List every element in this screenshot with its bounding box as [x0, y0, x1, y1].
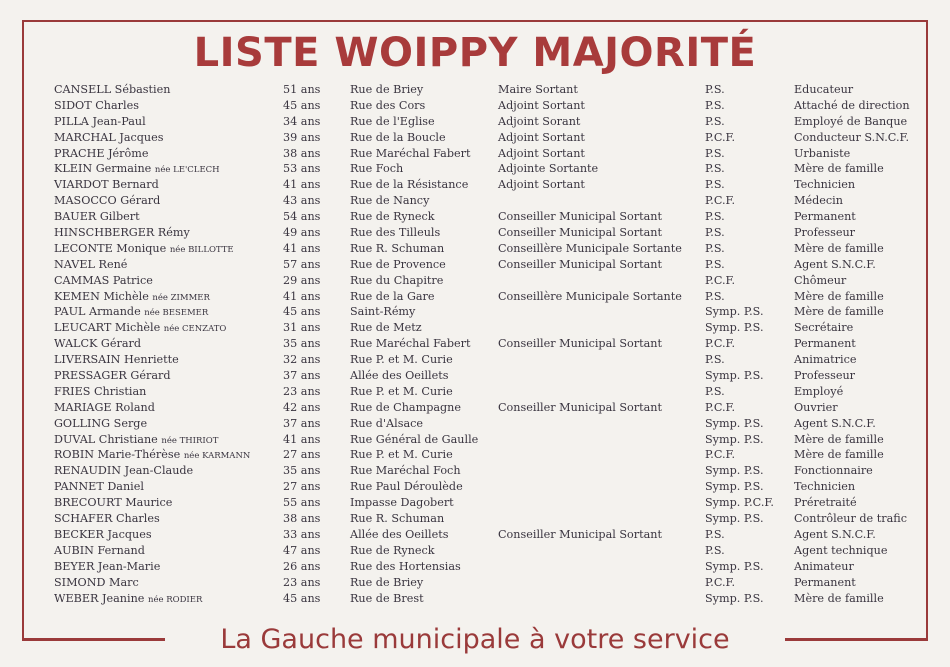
candidate-address: Rue des Tilleuls	[350, 226, 441, 240]
candidate-address: Rue des Cors	[350, 98, 426, 112]
candidate-address: Saint-Rémy	[350, 305, 416, 319]
maiden-name: née RODIER	[147, 594, 203, 605]
candidate-role: Conseiller Municipal Sortant	[498, 226, 662, 240]
candidate-name-text: CANSELL Sébastien	[54, 83, 171, 96]
candidate-name	[54, 146, 149, 162]
list-item	[0, 543, 950, 559]
candidate-party: P.S.	[705, 162, 725, 176]
candidate-age: 55 ans	[283, 496, 321, 510]
candidate-age: 39 ans	[283, 130, 321, 144]
candidate-name	[54, 82, 170, 98]
candidate-party: P.C.F.	[705, 273, 736, 287]
candidate-name	[54, 336, 141, 352]
candidate-party: Symp. P.S.	[705, 512, 764, 526]
candidate-address: Rue de Briey	[350, 575, 424, 589]
candidate-role: Adjoint Sorant	[498, 114, 581, 128]
candidate-age: 45 ans	[283, 305, 321, 319]
candidate-address: Rue de la Résistance	[350, 178, 469, 192]
candidate-job: Préretraité	[794, 496, 857, 510]
list-item	[0, 368, 950, 384]
candidate-name	[54, 352, 179, 368]
candidate-party: P.S.	[705, 527, 725, 541]
list-item	[0, 98, 950, 114]
candidate-party: P.S.	[705, 241, 725, 255]
candidate-party: P.S.	[705, 114, 725, 128]
candidate-name	[54, 98, 139, 114]
candidate-job: Mère de famille	[794, 162, 884, 176]
candidate-age: 47 ans	[283, 543, 321, 557]
candidate-address: Rue P. et M. Curie	[350, 353, 453, 367]
candidate-party: P.C.F.	[705, 194, 736, 208]
candidate-name	[54, 495, 172, 511]
maiden-name: née LE'CLECH	[154, 165, 220, 176]
candidate-name	[54, 463, 193, 479]
candidate-name-text: PILLA Jean-Paul	[54, 114, 146, 128]
candidate-address: Rue de Ryneck	[350, 543, 435, 557]
candidate-party: P.C.F.	[705, 448, 736, 462]
candidate-party: Symp. P.S.	[705, 369, 764, 383]
candidate-name	[54, 400, 155, 416]
candidate-job: Conducteur S.N.C.F.	[794, 130, 910, 144]
candidate-party: P.S.	[705, 98, 725, 112]
candidate-name-text: PRACHE Jérôme	[54, 146, 149, 160]
candidate-job: Employé	[794, 384, 844, 398]
maiden-name: née THIRIOT	[161, 435, 219, 446]
candidate-name-text: RENAUDIN Jean-Claude	[54, 464, 194, 478]
candidate-address: Allée des Oeillets	[350, 369, 449, 383]
candidate-name	[54, 591, 202, 609]
list-item	[0, 130, 950, 146]
candidate-name	[54, 368, 171, 384]
candidate-name	[54, 575, 139, 591]
list-item	[0, 161, 950, 177]
candidate-age: 26 ans	[283, 559, 321, 573]
candidate-name	[54, 384, 146, 400]
candidate-role: Conseiller Municipal Sortant	[498, 527, 662, 541]
candidate-age: 38 ans	[283, 512, 321, 526]
candidate-age: 38 ans	[283, 146, 321, 160]
maiden-name: née BESEMER	[144, 308, 209, 319]
list-item	[0, 447, 950, 463]
candidate-address: Rue Maréchal Foch	[350, 464, 461, 478]
candidate-job: Educateur	[794, 83, 854, 96]
candidate-address: Rue de Metz	[350, 321, 422, 335]
candidate-address: Rue Paul Déroulède	[350, 480, 463, 494]
candidate-address: Rue R. Schuman	[350, 241, 445, 255]
candidate-party: P.S.	[705, 178, 725, 192]
list-item	[0, 495, 950, 511]
candidate-role: Adjoint Sortant	[498, 146, 585, 160]
list-item	[0, 479, 950, 495]
candidate-role: Conseiller Municipal Sortant	[498, 257, 662, 271]
candidate-address: Rue de Ryneck	[350, 210, 435, 224]
candidate-job: Mère de famille	[794, 432, 884, 446]
candidate-party: P.S.	[705, 83, 725, 96]
candidate-name-text: BECKER Jacques	[54, 527, 152, 541]
candidate-age: 33 ans	[283, 527, 321, 541]
candidate-name-text: MARCHAL Jacques	[54, 130, 164, 144]
candidate-party: P.S.	[705, 210, 725, 224]
candidate-address: Rue Général de Gaulle	[350, 432, 479, 446]
list-item	[0, 511, 950, 527]
candidate-address: Rue P. et M. Curie	[350, 384, 453, 398]
candidate-name	[54, 511, 160, 527]
candidate-address: Rue Foch	[350, 162, 404, 176]
candidate-party: P.C.F.	[705, 400, 736, 414]
candidate-job: Permanent	[794, 575, 856, 589]
candidate-name-text: AUBIN Fernand	[54, 543, 145, 557]
candidate-age: 41 ans	[283, 241, 321, 255]
candidate-name-text: LECONTE Monique	[54, 241, 167, 255]
maiden-name: née KARMANN	[183, 451, 251, 462]
candidate-party: Symp. P.S.	[705, 305, 764, 319]
candidate-party: P.S.	[705, 226, 725, 240]
candidate-job: Mère de famille	[794, 448, 884, 462]
maiden-name: née BILLOTTE	[169, 244, 234, 255]
candidate-name-text: MARIAGE Roland	[54, 400, 155, 414]
candidate-age: 27 ans	[283, 480, 321, 494]
candidate-job: Agent S.N.C.F.	[794, 257, 876, 271]
candidate-name	[54, 527, 152, 543]
candidate-name-text: SIDOT Charles	[54, 98, 139, 112]
candidate-role: Conseiller Municipal Sortant	[498, 400, 662, 414]
candidate-name-text: DUVAL Christiane	[54, 432, 158, 446]
candidate-age: 32 ans	[283, 353, 321, 367]
candidate-address: Rue Maréchal Fabert	[350, 146, 471, 160]
candidate-name	[54, 559, 160, 575]
list-item	[0, 432, 950, 448]
candidate-age: 34 ans	[283, 114, 321, 128]
candidate-party: P.S.	[705, 353, 725, 367]
candidate-address: Rue R. Schuman	[350, 512, 445, 526]
candidate-age: 37 ans	[283, 369, 321, 383]
list-item	[0, 193, 950, 209]
candidate-name-text: SIMOND Marc	[54, 575, 139, 589]
list-item	[0, 82, 950, 98]
candidate-age: 41 ans	[283, 178, 321, 192]
candidate-name-text: GOLLING Serge	[54, 416, 148, 430]
candidate-name-text: WALCK Gérard	[54, 337, 142, 351]
candidate-party: Symp. P.C.F.	[705, 496, 774, 510]
candidate-name-text: CAMMAS Patrice	[54, 273, 153, 287]
candidate-job: Permanent	[794, 210, 856, 224]
candidate-job: Ouvrier	[794, 400, 838, 414]
candidate-job: Permanent	[794, 337, 856, 351]
list-item	[0, 304, 950, 320]
candidate-name-text: SCHAFER Charles	[54, 512, 160, 526]
candidate-party: P.S.	[705, 384, 725, 398]
candidate-job: Contrôleur de trafic	[794, 512, 907, 526]
candidate-party: P.C.F.	[705, 130, 736, 144]
candidate-address: Rue de l'Eglise	[350, 114, 435, 128]
list-item	[0, 209, 950, 225]
maiden-name: née ZIMMER	[152, 292, 210, 303]
candidate-job: Mère de famille	[794, 591, 884, 605]
footer	[0, 620, 950, 660]
candidate-party: P.C.F.	[705, 337, 736, 351]
candidate-address: Rue de la Gare	[350, 289, 435, 303]
candidate-address: Rue des Hortensias	[350, 559, 461, 573]
candidate-address: Rue de Champagne	[350, 400, 462, 414]
candidate-age: 49 ans	[283, 226, 321, 240]
list-item	[0, 273, 950, 289]
candidate-age: 23 ans	[283, 384, 321, 398]
candidate-job: Chômeur	[794, 273, 847, 287]
candidate-age: 45 ans	[283, 98, 321, 112]
list-item	[0, 114, 950, 130]
candidate-role: Adjointe Sortante	[498, 162, 599, 176]
candidate-name	[54, 130, 164, 146]
list-item	[0, 575, 950, 591]
candidate-address: Allée des Oeillets	[350, 527, 449, 541]
list-item	[0, 527, 950, 543]
list-item	[0, 591, 950, 607]
candidate-role: Maire Sortant	[498, 83, 578, 96]
candidate-name	[54, 273, 153, 289]
candidate-name-text: BEYER Jean-Marie	[54, 559, 161, 573]
list-item	[0, 289, 950, 305]
candidate-name	[54, 114, 146, 130]
candidate-job: Secrétaire	[794, 321, 854, 335]
candidate-name	[54, 479, 144, 495]
candidate-party: Symp. P.S.	[705, 559, 764, 573]
candidate-address: Impasse Dagobert	[350, 496, 454, 510]
candidate-age: 37 ans	[283, 416, 321, 430]
candidate-age: 41 ans	[283, 289, 321, 303]
candidate-address: Rue de la Boucle	[350, 130, 446, 144]
list-item	[0, 400, 950, 416]
candidate-age: 35 ans	[283, 337, 321, 351]
list-item	[0, 146, 950, 162]
candidate-name-text: LEUCART Michèle	[54, 321, 161, 335]
candidate-address: Rue P. et M. Curie	[350, 448, 453, 462]
candidate-name	[54, 225, 190, 241]
candidate-address: Rue d'Alsace	[350, 416, 423, 430]
candidate-role: Conseiller Municipal Sortant	[498, 210, 662, 224]
list-item	[0, 416, 950, 432]
candidate-role: Conseillère Municipale Sortante	[498, 241, 682, 255]
candidate-name-text: PRESSAGER Gérard	[54, 369, 171, 383]
candidate-age: 57 ans	[283, 257, 321, 271]
candidate-age: 51 ans	[283, 83, 321, 96]
candidate-name-text: KEMEN Michèle	[54, 289, 149, 303]
footer-slogan: La Gauche municipale à votre service	[165, 620, 785, 660]
candidate-age: 31 ans	[283, 321, 321, 335]
candidate-job: Agent S.N.C.F.	[794, 527, 876, 541]
list-item	[0, 257, 950, 273]
candidate-age: 42 ans	[283, 400, 321, 414]
list-item	[0, 177, 950, 193]
candidate-age: 45 ans	[283, 591, 321, 605]
candidate-role: Adjoint Sortant	[498, 178, 585, 192]
candidate-name-text: WEBER Jeanine	[54, 591, 145, 605]
list-item	[0, 225, 950, 241]
candidate-age: 43 ans	[283, 194, 321, 208]
candidate-job: Employé de Banque	[794, 114, 908, 128]
candidate-role: Conseillère Municipale Sortante	[498, 289, 682, 303]
maiden-name: née CENZATO	[163, 324, 227, 335]
candidate-job: Technicien	[794, 178, 856, 192]
candidate-job: Professeur	[794, 369, 856, 383]
list-item	[0, 384, 950, 400]
candidate-age: 23 ans	[283, 575, 321, 589]
page-title: LISTE WOIPPY MAJORITÉ	[193, 30, 757, 76]
candidate-name-text: FRIES Christian	[54, 384, 147, 398]
candidate-party: P.S.	[705, 543, 725, 557]
candidate-name	[54, 416, 147, 432]
candidate-name-text: PAUL Armande	[54, 305, 141, 319]
candidate-party: P.S.	[705, 289, 725, 303]
candidate-address: Rue Maréchal Fabert	[350, 337, 471, 351]
candidate-job: Technicien	[794, 480, 856, 494]
list-item	[0, 463, 950, 479]
candidate-address: Rue de Brest	[350, 591, 424, 605]
candidate-list	[0, 82, 950, 606]
candidate-party: Symp. P.S.	[705, 432, 764, 446]
candidate-name	[54, 257, 127, 273]
list-item	[0, 241, 950, 257]
candidate-job: Médecin	[794, 194, 843, 208]
candidate-age: 41 ans	[283, 432, 321, 446]
candidate-name	[54, 543, 145, 559]
candidate-address: Rue du Chapitre	[350, 273, 444, 287]
candidate-name-text: HINSCHBERGER Rémy	[54, 226, 190, 240]
candidate-name	[54, 177, 159, 193]
candidate-name-text: KLEIN Germaine	[54, 162, 152, 176]
candidate-name-text: PANNET Daniel	[54, 480, 144, 494]
candidate-name-text: BAUER Gilbert	[54, 210, 140, 224]
candidate-job: Animatrice	[794, 353, 857, 367]
candidate-job: Animateur	[794, 559, 854, 573]
candidate-party: P.C.F.	[705, 575, 736, 589]
candidate-age: 54 ans	[283, 210, 321, 224]
candidate-job: Fonctionnaire	[794, 464, 873, 478]
list-item	[0, 352, 950, 368]
candidate-party: Symp. P.S.	[705, 591, 764, 605]
candidate-age: 29 ans	[283, 273, 321, 287]
candidate-name-text: ROBIN Marie-Thérèse	[54, 448, 181, 462]
candidate-party: Symp. P.S.	[705, 464, 764, 478]
candidate-job: Attaché de direction	[794, 98, 910, 112]
candidate-role: Conseiller Municipal Sortant	[498, 337, 662, 351]
candidate-address: Rue de Nancy	[350, 194, 430, 208]
candidate-name-text: BRECOURT Maurice	[54, 496, 173, 510]
candidate-job: Mère de famille	[794, 241, 884, 255]
candidate-age: 35 ans	[283, 464, 321, 478]
candidate-role: Adjoint Sortant	[498, 98, 585, 112]
list-item	[0, 336, 950, 352]
candidate-name	[54, 209, 140, 225]
candidate-party: Symp. P.S.	[705, 416, 764, 430]
candidate-address: Rue de Provence	[350, 257, 446, 271]
candidate-job: Professeur	[794, 226, 856, 240]
candidate-job: Urbaniste	[794, 146, 851, 160]
candidate-party: Symp. P.S.	[705, 321, 764, 335]
candidate-role: Adjoint Sortant	[498, 130, 585, 144]
candidate-name-text: MASOCCO Gérard	[54, 194, 161, 208]
candidate-name-text: VIARDOT Bernard	[54, 178, 159, 192]
candidate-job: Agent S.N.C.F.	[794, 416, 876, 430]
list-item	[0, 320, 950, 336]
candidate-name-text: LIVERSAIN Henriette	[54, 353, 179, 367]
candidate-name	[54, 193, 160, 209]
candidate-job: Mère de famille	[794, 305, 884, 319]
candidate-age: 27 ans	[283, 448, 321, 462]
candidate-age: 53 ans	[283, 162, 321, 176]
candidate-name-text: NAVEL René	[54, 257, 128, 271]
candidate-party: Symp. P.S.	[705, 480, 764, 494]
candidate-party: P.S.	[705, 146, 725, 160]
candidate-address: Rue de Briey	[350, 83, 424, 96]
candidate-party: P.S.	[705, 257, 725, 271]
candidate-job: Mère de famille	[794, 289, 884, 303]
list-item	[0, 559, 950, 575]
candidate-job: Agent technique	[794, 543, 888, 557]
